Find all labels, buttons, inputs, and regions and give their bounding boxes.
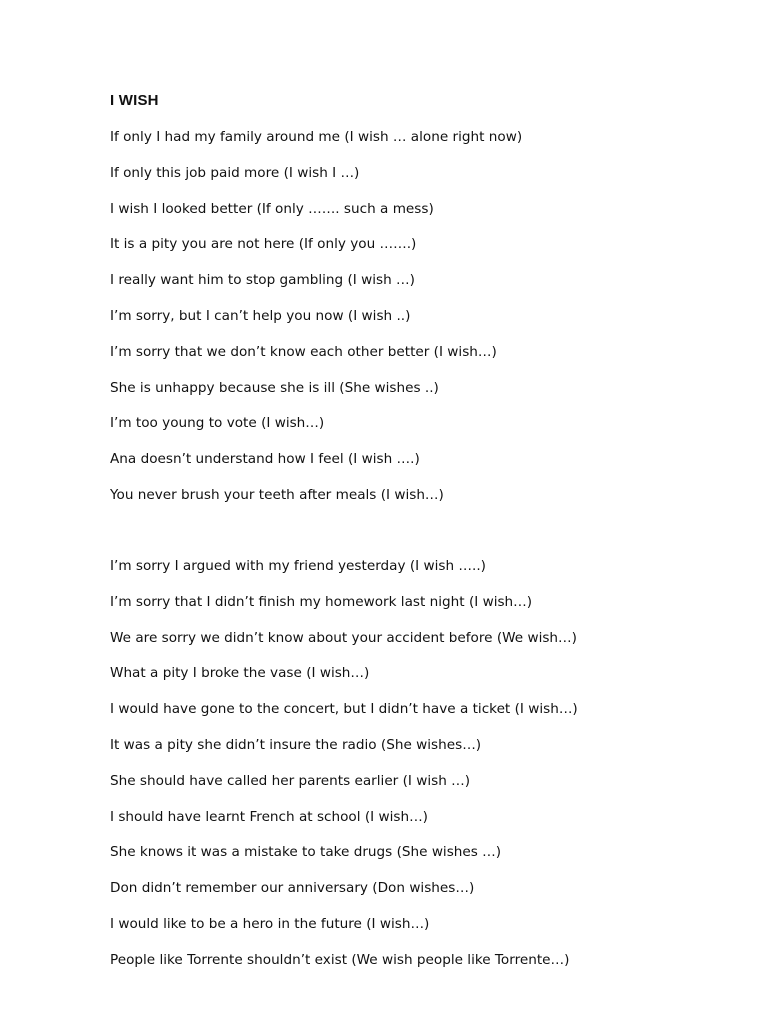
sentence-item: If only I had my family around me (I wish … alone right now): [110, 129, 523, 145]
sentence-item: People like Torrente shouldn’t exist (We wish people like Torrente…): [110, 951, 570, 968]
sentence-item: It is a pity you are not here (If only you …….): [110, 236, 417, 253]
sentence-item: If only this job paid more (I wish I …): [110, 164, 360, 181]
sentence-item: I would have gone to the concert, but I didn’t have a ticket (I wish…): [110, 701, 578, 718]
sentence-item: I’m too young to vote (I wish…): [110, 415, 325, 432]
sentence-item: She should have called her parents earlier (I wish …): [110, 772, 471, 789]
sentence-item: I’m sorry that I didn’t finish my homework last night (I wish…): [110, 593, 533, 610]
sentence-list-present: [110, 126, 522, 520]
sentence-item: Ana doesn’t understand how I feel (I wish ….): [110, 451, 420, 468]
sentence-item: I’m sorry I argued with my friend yesterday (I wish …..): [110, 558, 486, 574]
document-title: I WISH: [110, 92, 159, 109]
sentence-item: I would like to be a hero in the future (I wish…): [110, 915, 430, 932]
sentence-item: She is unhappy because she is ill (She wishes ..): [110, 379, 439, 396]
sentence-item: She knows it was a mistake to take drugs (She wishes …): [110, 844, 502, 861]
sentence-item: Don didn’t remember our anniversary (Don wishes…): [110, 880, 475, 897]
sentence-item: I really want him to stop gambling (I wish …): [110, 272, 415, 289]
sentence-item: I should have learnt French at school (I wish…): [110, 808, 428, 825]
sentence-item: What a pity I broke the vase (I wish…): [110, 665, 370, 682]
sentence-list-past: [110, 555, 578, 985]
sentence-item: I’m sorry, but I can’t help you now (I wish ..): [110, 307, 411, 324]
sentence-item: I wish I looked better (If only ……. such a mess): [110, 200, 434, 217]
sentence-item: It was a pity she didn’t insure the radio (She wishes…): [110, 736, 482, 753]
sentence-item: You never brush your teeth after meals (I wish…): [110, 486, 444, 503]
sentence-item: I’m sorry that we don’t know each other better (I wish…): [110, 343, 497, 360]
sentence-item: We are sorry we didn’t know about your accident before (We wish…): [110, 629, 577, 646]
